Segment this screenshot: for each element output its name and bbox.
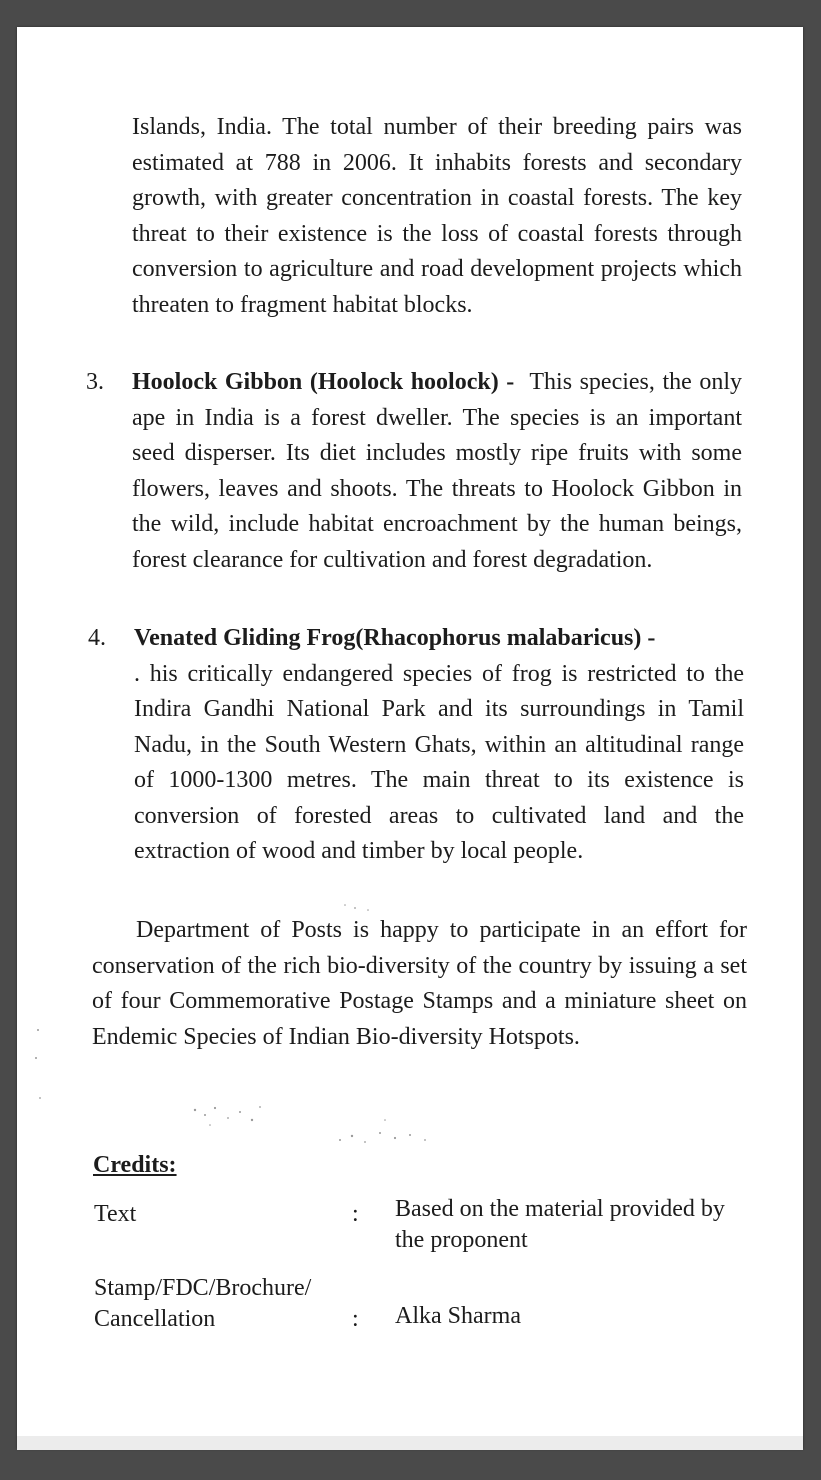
credit-value: Alka Sharma: [395, 1303, 521, 1329]
species-description: . his critically endangered species of frog is restricted to the Indira Gandhi National Park and its surroundings in Tamil Nadu, in the South Western Ghats, within an altitudinal range of 1000-1300 metres. The main threat to its existence is conversion of forested areas to cultivated land and the extraction of wood and timber by local people.: [134, 660, 744, 864]
closing-paragraph: Department of Posts is happy to participate in an effort for conservation of the rich bio-diversity of the country by issuing a set of four Commemorative Postage Stamps and a miniature sheet on Endemic Species of Indian Bio-diversity Hotspots.: [92, 917, 747, 1050]
page-bottom-edge: [17, 1436, 803, 1450]
credit-separator: :: [352, 1306, 359, 1332]
species-item-gliding-frog: [134, 621, 744, 870]
credit-label: Stamp/FDC/Brochure/ Cancellation: [94, 1275, 312, 1332]
credits-heading: Credits:: [93, 1152, 177, 1178]
species-heading: Hoolock Gibbon (Hoolock hoolock) -: [132, 369, 515, 395]
credit-label: Text: [94, 1201, 137, 1227]
species-description: This species, the only ape in India is a forest dweller. The species is an important seed disperser. Its diet includes mostly ripe fruits with some flowers, leaves and shoots. The threats to Hoolock Gibbon in the wild, include habitat encroachment by the human beings, forest clearance for cultivation and forest degradation.: [132, 369, 742, 573]
species-heading: Venated Gliding Frog(Rhacophorus malabaricus) -: [134, 625, 656, 651]
item-number: 4.: [88, 625, 106, 651]
credit-separator: :: [352, 1201, 359, 1227]
credit-value: Based on the material provided by the proponent: [395, 1196, 725, 1253]
item-number: 3.: [86, 369, 104, 395]
species-item-hoolock-gibbon: [132, 365, 742, 578]
intro-paragraph: Islands, India. The total number of their breeding pairs was estimated at 788 in 2006. It inhabits forests and secondary growth, with greater concentration in coastal forests. The key threat to their existence is the loss of coastal forests through conversion to agriculture and road development projects which threaten to fragment habitat blocks.: [132, 114, 742, 318]
